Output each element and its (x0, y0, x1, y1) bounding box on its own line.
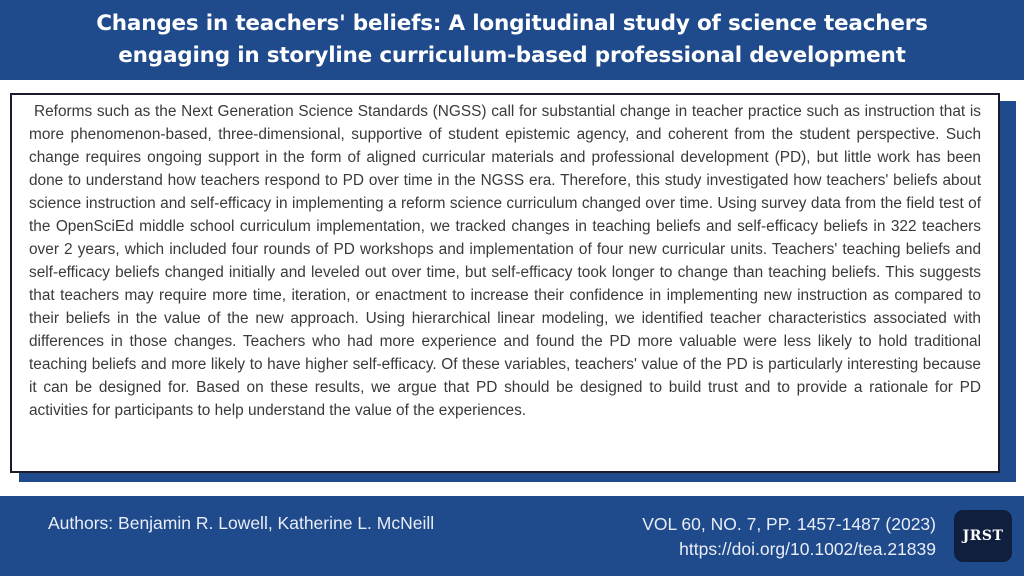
volume-info: VOL 60, NO. 7, PP. 1457-1487 (2023) (642, 514, 936, 534)
doi-link[interactable]: https://doi.org/10.1002/tea.21839 (679, 539, 936, 559)
footer-banner (0, 496, 1024, 576)
journal-logo: JRST (954, 510, 1012, 562)
authors-text: Authors: Benjamin R. Lowell, Katherine L. McNeill (48, 513, 435, 533)
title-line-1: Changes in teachers' beliefs: A longitudinal study of science teachers (96, 11, 928, 36)
title-line-2: engaging in storyline curriculum-based professional development (118, 43, 906, 68)
abstract-text: Reforms such as the Next Generation Science Standards (NGSS) call for substantial change in teacher practice such as instruction that is more phenomenon-based, three-dimensional, supportive of student epistemic agency, and coherent from the student perspective. Such change requires ongoing support in the form of aligned curricular materials and professional development (PD), but little work has been done to understand how teachers respond to PD over time in the NGSS era. Therefore, this study investigated how teachers' beliefs about science instruction and self-efficacy in implementing a reform science curriculum changed over time. Using survey data from the field test of the OpenSciEd middle school curriculum implementation, we tracked changes in teaching beliefs and self-efficacy beliefs in 322 teachers over 2 years, which included four rounds of PD workshops and implementation of four new curricular units. Teachers' teaching beliefs and self-efficacy beliefs changed initially and leveled out over time, but self-efficacy took longer to change than teaching beliefs. This suggests that teachers may require more time, iteration, or enactment to increase their confidence in implementing new instruction as compared to their beliefs in the value of the new approach. Using hierarchical linear modeling, we identified teacher characteristics associated with differences in those changes. Teachers who had more experience and found the PD more valuable were less likely to hold traditional teaching beliefs and more likely to have higher self-efficacy. Of these variables, teachers' value of the PD is particularly interesting because it can be designed for. Based on these results, we argue that PD should be designed to build trust and to provide a rationale for PD activities for participants to help understand the value of the experiences. (29, 103, 981, 419)
citation-block (642, 512, 936, 562)
title-banner (0, 0, 1024, 80)
page-title (32, 8, 992, 72)
abstract-box (10, 93, 1000, 473)
